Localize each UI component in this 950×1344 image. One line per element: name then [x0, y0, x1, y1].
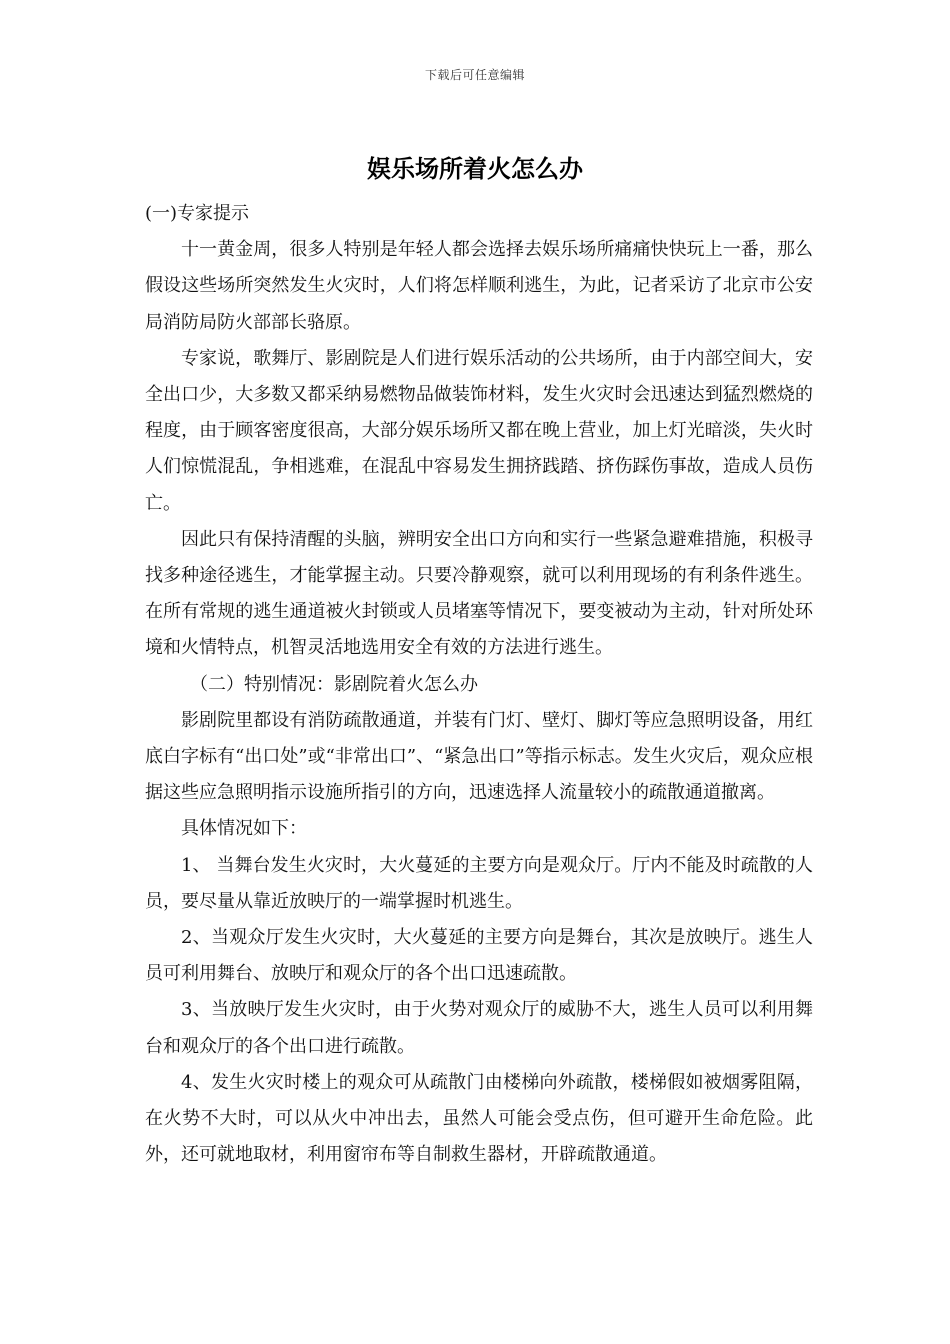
section-heading-theater-fire: （二）特别情况：影剧院着火怎么办: [190, 673, 478, 695]
paragraph-intro-1: 十一黄金周，很多人特别是年轻人都会选择去娱乐场所痛痛快快玩上一番，那么假设这些场所突然发生火灾时，人们将怎样顺利逃生，为此，记者采访了北京市公安局消防局防火部部长骆原。: [145, 239, 813, 333]
list-item-3: 3、当放映厅发生火灾时，由于火势对观众厅的威胁不大，逃生人员可以利用舞台和观众厅的各个出口进行疏散。: [145, 999, 813, 1057]
document-title: 娱乐场所着火怎么办: [367, 154, 583, 183]
paragraph-details-intro: 具体情况如下：: [181, 818, 307, 840]
list-item-2: 2、当观众厅发生火灾时，大火蔓延的主要方向是舞台，其次是放映厅。逃生人员可利用舞台、放映厅和观众厅的各个出口迅速疏散。: [145, 927, 813, 985]
document-body: [145, 196, 813, 1173]
paragraph-theater-1: 影剧院里都设有消防疏散通道，并装有门灯、壁灯、脚灯等应急照明设备，用红底白字标有“出口处”或“非常出口”、“紧急出口”等指示标志。发生火灾后，观众应根据这些应急照明指示设施所指引的方向，迅速选择人流量较小的疏散通道撤离。: [145, 709, 813, 804]
section-heading-expert-tips: (一)专家提示: [145, 203, 250, 224]
list-item-1: 1、 当舞台发生火灾时，大火蔓延的主要方向是观众厅。厅内不能及时疏散的人员，要尽量从靠近放映厅的一端掌握时机逃生。: [145, 854, 813, 912]
page-header-note: 下载后可任意编辑: [424, 68, 525, 82]
paragraph-intro-3: 因此只有保持清醒的头脑，辨明安全出口方向和实行一些紧急避难措施，积极寻找多种途径逃生，才能掌握主动。只要冷静观察，就可以利用现场的有利条件逃生。在所有常规的逃生通道被火封锁或人员堵塞等情况下，要变被动为主动，针对所处环境和火情特点，机智灵活地选用安全有效的方法进行逃生。: [145, 528, 813, 659]
list-item-4: 4、发生火灾时楼上的观众可从疏散门由楼梯向外疏散，楼梯假如被烟雾阻隔，在火势不大时，可以从火中冲出去，虽然人可能会受点伤，但可避开生命危险。此外，还可就地取材，利用窗帘布等自制救生器材，开辟疏散通道。: [145, 1071, 813, 1166]
paragraph-intro-2: 专家说，歌舞厅、影剧院是人们进行娱乐活动的公共场所，由于内部空间大，安全出口少，大多数又都采纳易燃物品做装饰材料，发生火灾时会迅速达到猛烈燃烧的程度，由于顾客密度很高，大部分娱乐场所又都在晚上营业，加上灯光暗淡，失火时人们惊慌混乱，争相逃难，在混乱中容易发生拥挤践踏、挤伤踩伤事故，造成人员伤亡。: [145, 347, 813, 514]
